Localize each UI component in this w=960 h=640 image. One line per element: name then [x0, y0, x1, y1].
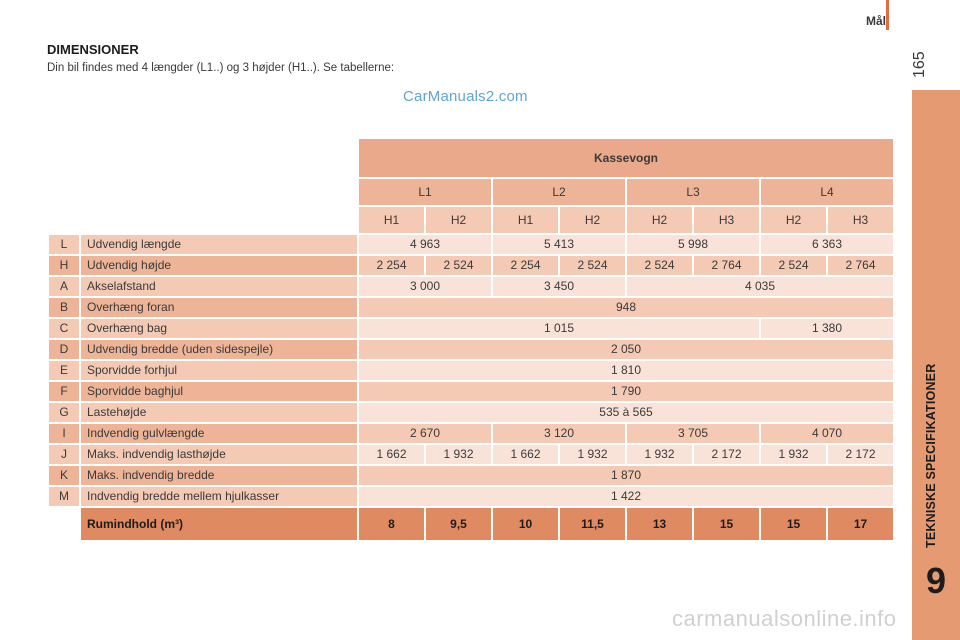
document-intro: Din bil findes med 4 længder (L1..) og 3 højder (H1..). Se tabellerne:	[47, 62, 395, 74]
volume-value: 15	[693, 507, 760, 541]
cell-value: 1 422	[358, 486, 894, 507]
row-code: L	[48, 234, 80, 255]
table-row	[48, 234, 894, 255]
cell-value: 6 363	[760, 234, 894, 255]
row-label: Indvendig gulvlængde	[80, 423, 358, 444]
row-code: H	[48, 255, 80, 276]
height-header: H1	[492, 206, 559, 234]
height-header: H3	[693, 206, 760, 234]
table-row	[48, 402, 894, 423]
header-accent-bar	[886, 0, 889, 30]
row-label: Overhæng foran	[80, 297, 358, 318]
cell-value: 4 963	[358, 234, 492, 255]
cell-value: 3 705	[626, 423, 760, 444]
height-header: H1	[358, 206, 425, 234]
row-code: J	[48, 444, 80, 465]
cell-value: 1 932	[760, 444, 827, 465]
row-code: K	[48, 465, 80, 486]
table-row	[48, 444, 894, 465]
length-header-l4: L4	[760, 178, 894, 206]
cell-value: 2 050	[358, 339, 894, 360]
chapter-label: TEKNISKE SPECIFIKATIONER	[924, 363, 938, 548]
cell-value: 2 764	[693, 255, 760, 276]
cell-value: 1 015	[358, 318, 760, 339]
volume-value: 8	[358, 507, 425, 541]
cell-value: 2 670	[358, 423, 492, 444]
height-header: H3	[827, 206, 894, 234]
cell-value: 1 932	[626, 444, 693, 465]
cell-value: 2 172	[693, 444, 760, 465]
section-title: Mål	[865, 14, 886, 28]
volume-value: 11,5	[559, 507, 626, 541]
cell-value: 1 662	[492, 444, 559, 465]
length-header-l2: L2	[492, 178, 626, 206]
page-number: 165	[911, 51, 928, 78]
cell-value: 1 932	[559, 444, 626, 465]
row-code: M	[48, 486, 80, 507]
volume-value: 15	[760, 507, 827, 541]
length-header-l3: L3	[626, 178, 760, 206]
height-header: H2	[760, 206, 827, 234]
cell-value: 1 662	[358, 444, 425, 465]
cell-value: 3 450	[492, 276, 626, 297]
cell-value: 2 524	[425, 255, 492, 276]
cell-value: 1 932	[425, 444, 492, 465]
cell-value: 535 à 565	[358, 402, 894, 423]
row-label: Maks. indvendig bredde	[80, 465, 358, 486]
row-label: Sporvidde baghjul	[80, 381, 358, 402]
height-header: H2	[559, 206, 626, 234]
cell-value: 1 870	[358, 465, 894, 486]
cell-value: 1 790	[358, 381, 894, 402]
row-code: E	[48, 360, 80, 381]
cell-value: 2 764	[827, 255, 894, 276]
row-label: Udvendig bredde (uden sidespejle)	[80, 339, 358, 360]
table-row	[48, 297, 894, 318]
row-label: Sporvidde forhjul	[80, 360, 358, 381]
table-row	[48, 381, 894, 402]
cell-value: 4 070	[760, 423, 894, 444]
table-row	[48, 255, 894, 276]
row-label: Indvendig bredde mellem hjulkasser	[80, 486, 358, 507]
volume-value: 17	[827, 507, 894, 541]
row-code: F	[48, 381, 80, 402]
row-code: C	[48, 318, 80, 339]
cell-value: 2 524	[626, 255, 693, 276]
row-label: Lastehøjde	[80, 402, 358, 423]
cell-value: 948	[358, 297, 894, 318]
table-row	[48, 276, 894, 297]
volume-row	[48, 507, 894, 541]
row-code: G	[48, 402, 80, 423]
dimensions-table	[47, 137, 895, 542]
cell-value: 3 000	[358, 276, 492, 297]
row-code: D	[48, 339, 80, 360]
row-code: B	[48, 297, 80, 318]
row-label: Udvendig højde	[80, 255, 358, 276]
height-header: H2	[425, 206, 492, 234]
chapter-number: 9	[925, 560, 947, 601]
volume-value: 10	[492, 507, 559, 541]
cell-value: 1 380	[760, 318, 894, 339]
cell-value: 5 413	[492, 234, 626, 255]
row-label: Udvendig længde	[80, 234, 358, 255]
cell-value: 2 172	[827, 444, 894, 465]
table-row	[48, 423, 894, 444]
row-label: Overhæng bag	[80, 318, 358, 339]
volume-label: Rumindhold (m³)	[80, 507, 358, 541]
cell-value: 3 120	[492, 423, 626, 444]
height-header: H2	[626, 206, 693, 234]
cell-value: 2 524	[559, 255, 626, 276]
length-header-l1: L1	[358, 178, 492, 206]
row-label: Maks. indvendig lasthøjde	[80, 444, 358, 465]
cell-value: 5 998	[626, 234, 760, 255]
table-row	[48, 318, 894, 339]
table-row	[48, 339, 894, 360]
table-row	[48, 360, 894, 381]
row-code: A	[48, 276, 80, 297]
volume-value: 13	[626, 507, 693, 541]
cell-value: 2 254	[358, 255, 425, 276]
table-row	[48, 465, 894, 486]
volume-value: 9,5	[425, 507, 492, 541]
document-heading: DIMENSIONER	[47, 42, 139, 57]
cell-value: 2 254	[492, 255, 559, 276]
cell-value: 2 524	[760, 255, 827, 276]
row-label: Akselafstand	[80, 276, 358, 297]
watermark-link[interactable]: CarManuals2.com	[403, 88, 528, 105]
footer-watermark: carmanualsonline.info	[672, 606, 897, 631]
cell-value: 4 035	[626, 276, 894, 297]
table-title: Kassevogn	[358, 138, 894, 178]
cell-value: 1 810	[358, 360, 894, 381]
row-code: I	[48, 423, 80, 444]
table-row	[48, 486, 894, 507]
